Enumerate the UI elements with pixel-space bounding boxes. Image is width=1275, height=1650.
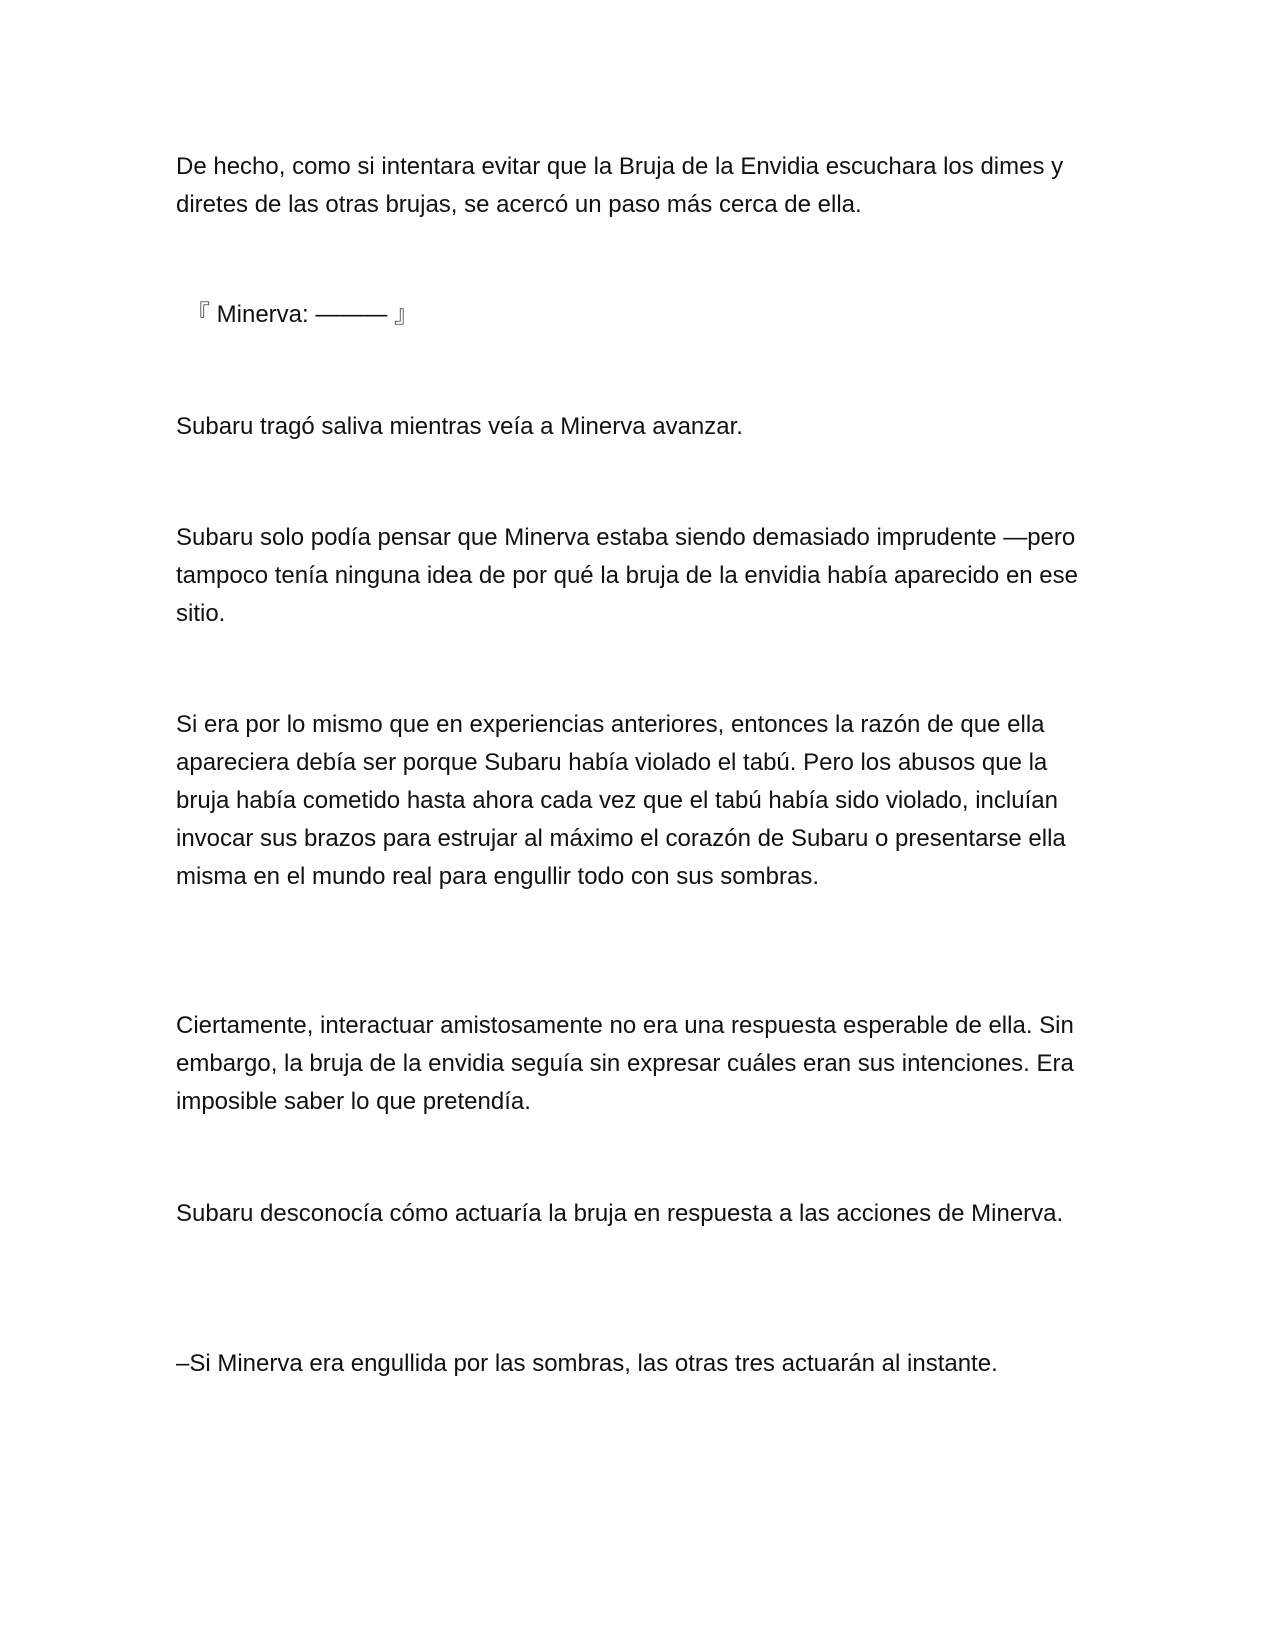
paragraph-8: –Si Minerva era engullida por las sombras, las otras tres actuarán al instante.	[176, 1350, 998, 1377]
dialogue-line-minerva: 『 Minerva: ——— 』	[186, 301, 419, 328]
paragraph-3: Subaru tragó saliva mientras veía a Minerva avanzar.	[176, 413, 743, 440]
paragraph-4: Subaru solo podía pensar que Minerva estaba siendo demasiado imprudente —pero tampoco tenía ninguna idea de por qué la bruja de la envidia había aparecido en ese sitio.	[176, 524, 1079, 627]
paragraph-1: De hecho, como si intentara evitar que la Bruja de la Envidia escuchara los dimes y diretes de las otras brujas, se acercó un paso más cerca de ella.	[176, 153, 1064, 218]
paragraph-6: Ciertamente, interactuar amistosamente no era una respuesta esperable de ella. Sin embargo, la bruja de la envidia seguía sin expresar cuáles eran sus intenciones. Era imposible saber lo que pretendía.	[176, 1012, 1074, 1115]
paragraph-7: Subaru desconocía cómo actuaría la bruja en respuesta a las acciones de Minerva.	[176, 1200, 1064, 1227]
paragraph-5: Si era por lo mismo que en experiencias anteriores, entonces la razón de que ella apareciera debía ser porque Subaru había violado el tabú. Pero los abusos que la bruja había cometido hasta ahora cada vez que el tabú había sido violado, incluían invocar sus brazos para estrujar al máximo el corazón de Subaru o presentarse ella misma en el mundo real para engullir todo con sus sombras.	[176, 711, 1066, 890]
